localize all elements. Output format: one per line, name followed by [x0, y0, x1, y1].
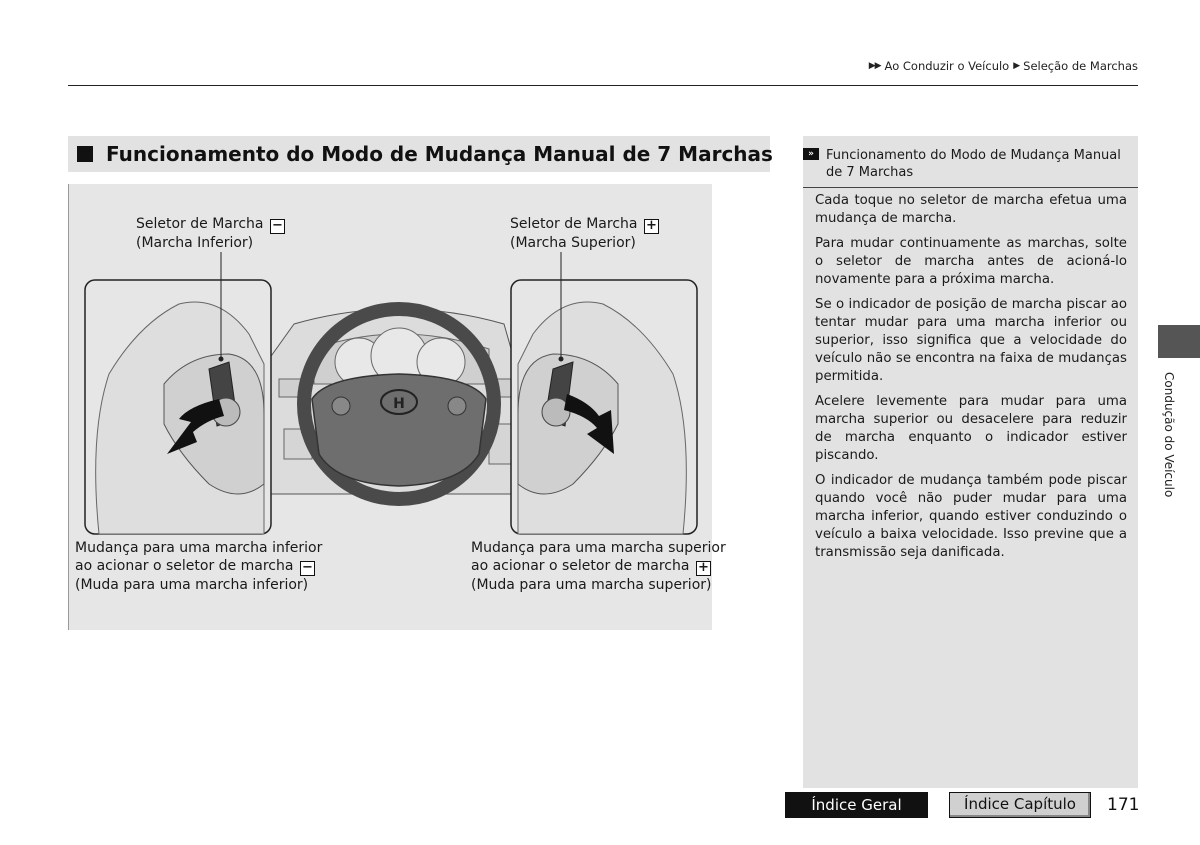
upshift-caption-line3: (Muda para uma marcha superior) — [471, 577, 712, 593]
page-number: 171 — [1107, 795, 1140, 815]
general-index-button[interactable]: Índice Geral — [785, 792, 928, 818]
breadcrumb-item-driving[interactable]: Ao Conduzir o Veículo — [884, 59, 1010, 73]
sidebar-paragraph: Cada toque no seletor de marcha efetua uma mudança de marcha. — [815, 193, 1127, 226]
section-heading — [68, 136, 773, 172]
downshift-paddle-title: Seletor de Marcha — [136, 216, 264, 232]
section-title: Funcionamento do Modo de Mudança Manual de 7 Marchas — [106, 142, 773, 166]
top-divider — [68, 85, 1138, 86]
upshift-paddle-title: Seletor de Marcha — [510, 216, 638, 232]
left-paddle-inset — [85, 252, 271, 534]
upshift-caption-line1: Mudança para uma marcha superior — [471, 540, 726, 556]
downshift-caption — [75, 539, 322, 594]
plus-box-icon: + — [644, 219, 659, 234]
downshift-caption-line2: ao acionar o seletor de marcha — [75, 558, 294, 574]
chapter-index-button[interactable]: Índice Capítulo — [949, 792, 1091, 818]
sidebar-paragraph: Para mudar continuamente as marchas, solte o seletor de marcha antes de acioná-lo novamente para a próxima marcha. — [815, 236, 1127, 287]
triangle-icon: ▶ — [1013, 61, 1020, 71]
downshift-caption-line3: (Muda para uma marcha inferior) — [75, 577, 309, 593]
double-triangle-icon: ▶▶ — [868, 61, 881, 71]
sidebar-paragraph: Se o indicador de posição de marcha piscar ao tentar mudar para uma marcha inferior ou superior, isso significa que a velocidade do veículo não se encontra na faixa de mudanças permitida. — [815, 297, 1127, 384]
downshift-paddle-subtitle: (Marcha Inferior) — [136, 235, 254, 251]
minus-box-icon: − — [270, 219, 285, 234]
chapter-label: Condução do Veículo — [1162, 372, 1176, 498]
downshift-paddle-label — [136, 215, 285, 252]
breadcrumb-item-gear-selection[interactable]: Seleção de Marchas — [1023, 59, 1138, 73]
chapter-tab[interactable] — [1158, 325, 1200, 358]
reference-arrow-icon: » — [803, 148, 819, 160]
minus-box-icon: − — [300, 561, 315, 576]
heading-square-icon — [77, 146, 93, 162]
sidebar-title: Funcionamento do Modo de Mudança Manual de 7 Marchas — [826, 148, 1121, 180]
sidebar-paragraph: Acelere levemente para mudar para uma marcha superior ou desacelere para reduzir de marcha enquanto o indicador estiver piscando. — [815, 394, 1127, 463]
plus-box-icon: + — [696, 561, 711, 576]
sidebar-header — [803, 136, 1138, 188]
upshift-caption — [471, 539, 726, 594]
notes-sidebar — [803, 136, 1138, 788]
downshift-caption-line1: Mudança para uma marcha inferior — [75, 540, 323, 556]
upshift-caption-line2: ao acionar o seletor de marcha — [471, 558, 690, 574]
upshift-paddle-label — [510, 215, 659, 252]
right-paddle-inset — [511, 252, 697, 534]
sidebar-paragraph: O indicador de mudança também pode piscar quando você não puder mudar para uma marcha inferior, quando estiver conduzindo o veículo a baixa velocidade. Isso previne que a transmissão seja danificada. — [815, 473, 1127, 560]
illustration-panel — [68, 184, 726, 630]
breadcrumb — [869, 59, 1138, 73]
upshift-paddle-subtitle: (Marcha Superior) — [510, 235, 636, 251]
sidebar-body — [815, 192, 1127, 569]
svg-text:H: H — [393, 396, 405, 412]
